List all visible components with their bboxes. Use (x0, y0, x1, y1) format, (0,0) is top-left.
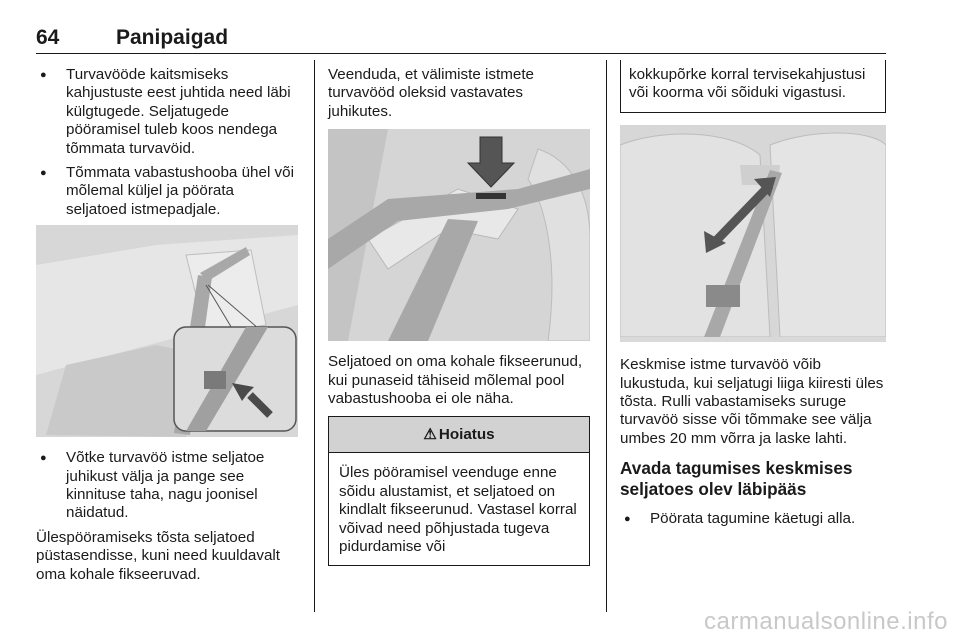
paragraph: Ülespööramiseks tõsta seljatoed püstasendisse, kuni need kuuldavalt oma kohale fikseeruvad. (36, 528, 281, 583)
illustration-belt-in-guide (328, 129, 590, 341)
paragraph: Veenduda, et välimiste istmete turvavööd oleksid vastavates juhikutes. (328, 66, 534, 120)
illustration-center-belt-drawing (620, 125, 886, 337)
column-left (36, 66, 298, 592)
page-title: Panipaigad (116, 26, 229, 49)
column-right (620, 66, 890, 535)
warning-triangle-icon: ⚠ (423, 425, 437, 443)
column-divider (314, 60, 315, 612)
paragraph: Keskmise istme turvavöö võib lukustuda, kui seljatugi liiga kiiresti üles tõsta. Rulli vabastamiseks suruge turvavöö sisse või tõmmake see välja umbes 20 mm võrra ja laske lahti. (620, 356, 884, 447)
illustration-center-belt (620, 125, 886, 342)
warning-box (328, 416, 590, 566)
bullet-item: ● Turvavööde kaitsmiseks kahjustuste eest juhtida need läbi külgtugede. Seljatugede pööramisel tuleb koos nendega tõmmata turvavöid. (36, 66, 298, 158)
warning-title: Hoiatus (438, 425, 495, 443)
illustration-seatbelt-guide (36, 225, 298, 437)
column-divider (606, 60, 607, 612)
page-header (36, 26, 886, 54)
illustration-seatbelt-guide-drawing (36, 225, 298, 437)
figure-caption: Seljatoed on oma kohale fikseerunud, kui punaseid tähiseid mõlemal pool vabastushooba ei ole näha. (328, 353, 583, 408)
page-number: 64 (36, 26, 60, 49)
bullet-item: ● Pöörata tagumine käetugi alla. (620, 510, 890, 528)
section-heading: Avada tagumises keskmises seljatoes olev läbipääs (620, 458, 853, 500)
column-middle (328, 66, 590, 566)
warning-header (329, 417, 589, 453)
bullet-item: ● Võtke turvavöö istme seljatoe juhikust välja ja pange see kinnituse taha, nagu joonisel näidatud. (36, 449, 298, 523)
warning-box-continued: kokkupõrke korral tervisekahjustusi või koorma või sõiduki vigastusi. (620, 60, 886, 113)
watermark: carmanualsonline.info (704, 608, 948, 635)
warning-body: Üles pööramisel veenduge enne sõidu alustamist, et seljatoed on kindlalt fikseerunud. Vastasel korral võivad need põhjustada tugeva pidurdamise või (339, 464, 577, 556)
illustration-belt-in-guide-drawing (328, 129, 590, 341)
bullet-item: ● Tõmmata vabastushooba ühel või mõlemal küljel ja pöörata seljatoed istmepadjale. (36, 164, 298, 219)
